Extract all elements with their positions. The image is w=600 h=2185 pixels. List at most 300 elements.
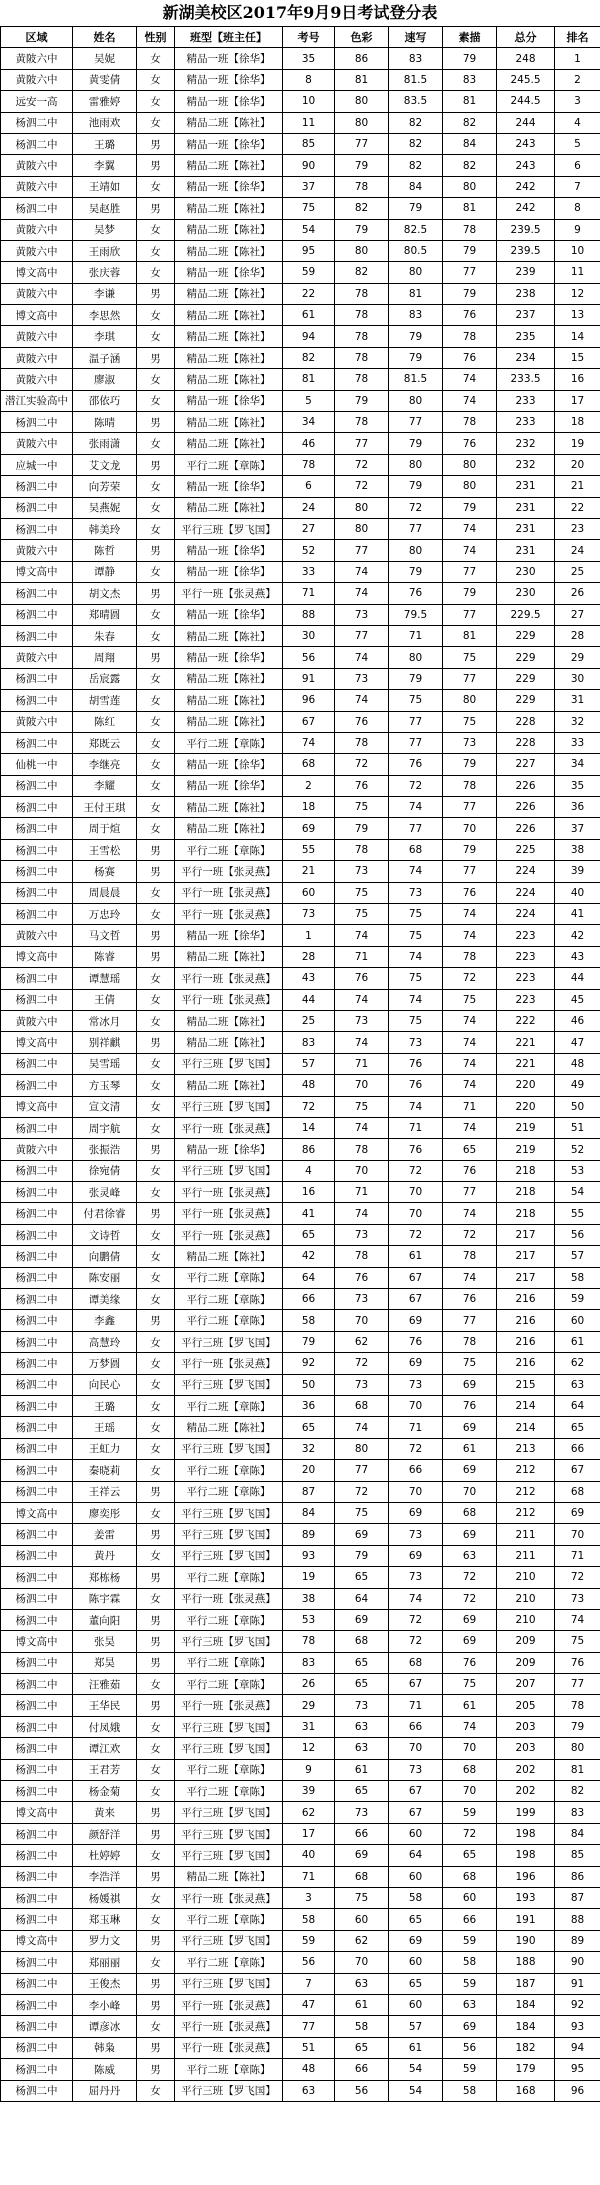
cell-gender: 女 bbox=[137, 2016, 175, 2037]
cell-exam-no: 25 bbox=[283, 1010, 335, 1031]
cell-rank: 55 bbox=[555, 1203, 600, 1224]
cell-class: 精品一班【徐华】 bbox=[175, 91, 283, 112]
cell-exam-no: 96 bbox=[283, 690, 335, 711]
cell-drawing: 63 bbox=[443, 1994, 497, 2015]
cell-rank: 83 bbox=[555, 1802, 600, 1823]
cell-name: 郑既云 bbox=[73, 732, 137, 753]
cell-exam-no: 4 bbox=[283, 1160, 335, 1181]
cell-class: 精品一班【徐华】 bbox=[175, 754, 283, 775]
cell-region: 杨泗二中 bbox=[1, 133, 73, 154]
cell-exam-no: 77 bbox=[283, 2016, 335, 2037]
cell-total: 213 bbox=[497, 1438, 555, 1459]
cell-region: 杨泗二中 bbox=[1, 1224, 73, 1245]
cell-gender: 女 bbox=[137, 305, 175, 326]
cell-total: 198 bbox=[497, 1845, 555, 1866]
cell-exam-no: 65 bbox=[283, 1417, 335, 1438]
cell-name: 李继亮 bbox=[73, 754, 137, 775]
cell-gender: 女 bbox=[137, 369, 175, 390]
cell-gender: 男 bbox=[137, 1609, 175, 1630]
cell-color: 74 bbox=[335, 690, 389, 711]
cell-total: 218 bbox=[497, 1203, 555, 1224]
cell-exam-no: 24 bbox=[283, 497, 335, 518]
cell-class: 平行三班【罗飞国】 bbox=[175, 1524, 283, 1545]
header-class: 班型【班主任】 bbox=[175, 27, 283, 48]
cell-region: 应城一中 bbox=[1, 454, 73, 475]
cell-class: 平行二班【章陈】 bbox=[175, 1460, 283, 1481]
cell-sketch: 66 bbox=[389, 1716, 443, 1737]
cell-region: 杨泗二中 bbox=[1, 775, 73, 796]
cell-exam-no: 38 bbox=[283, 1588, 335, 1609]
cell-drawing: 59 bbox=[443, 1973, 497, 1994]
header-sketch: 速写 bbox=[389, 27, 443, 48]
cell-name: 李思然 bbox=[73, 305, 137, 326]
cell-exam-no: 56 bbox=[283, 647, 335, 668]
cell-drawing: 76 bbox=[443, 1396, 497, 1417]
cell-sketch: 80 bbox=[389, 647, 443, 668]
cell-gender: 男 bbox=[137, 1567, 175, 1588]
cell-total: 216 bbox=[497, 1331, 555, 1352]
cell-class: 平行二班【章陈】 bbox=[175, 454, 283, 475]
cell-total: 231 bbox=[497, 476, 555, 497]
cell-color: 73 bbox=[335, 1010, 389, 1031]
cell-sketch: 79 bbox=[389, 561, 443, 582]
cell-class: 精品一班【徐华】 bbox=[175, 540, 283, 561]
cell-class: 平行一班【张灵燕】 bbox=[175, 904, 283, 925]
cell-sketch: 69 bbox=[389, 1930, 443, 1951]
cell-total: 216 bbox=[497, 1353, 555, 1374]
cell-exam-no: 27 bbox=[283, 518, 335, 539]
cell-rank: 96 bbox=[555, 2080, 600, 2101]
cell-total: 209 bbox=[497, 1631, 555, 1652]
cell-region: 杨泗二中 bbox=[1, 1075, 73, 1096]
cell-sketch: 69 bbox=[389, 1545, 443, 1566]
cell-exam-no: 55 bbox=[283, 839, 335, 860]
cell-drawing: 75 bbox=[443, 1674, 497, 1695]
cell-drawing: 81 bbox=[443, 91, 497, 112]
table-row bbox=[1, 1759, 600, 1780]
cell-total: 184 bbox=[497, 1994, 555, 2015]
cell-rank: 12 bbox=[555, 283, 600, 304]
cell-color: 80 bbox=[335, 240, 389, 261]
cell-drawing: 78 bbox=[443, 946, 497, 967]
cell-drawing: 65 bbox=[443, 1139, 497, 1160]
table-row bbox=[1, 946, 600, 967]
cell-color: 64 bbox=[335, 1588, 389, 1609]
cell-class: 精品二班【陈社】 bbox=[175, 1032, 283, 1053]
cell-total: 229 bbox=[497, 625, 555, 646]
cell-sketch: 71 bbox=[389, 1417, 443, 1438]
cell-drawing: 60 bbox=[443, 1887, 497, 1908]
cell-rank: 64 bbox=[555, 1396, 600, 1417]
cell-name: 万忠玲 bbox=[73, 904, 137, 925]
cell-gender: 男 bbox=[137, 1823, 175, 1844]
cell-class: 精品二班【陈社】 bbox=[175, 1866, 283, 1887]
cell-sketch: 74 bbox=[389, 989, 443, 1010]
cell-drawing: 70 bbox=[443, 818, 497, 839]
table-row bbox=[1, 1952, 600, 1973]
cell-exam-no: 88 bbox=[283, 604, 335, 625]
cell-rank: 47 bbox=[555, 1032, 600, 1053]
cell-exam-no: 21 bbox=[283, 861, 335, 882]
cell-rank: 95 bbox=[555, 2059, 600, 2080]
table-row bbox=[1, 1631, 600, 1652]
cell-name: 周晨晨 bbox=[73, 882, 137, 903]
cell-color: 74 bbox=[335, 989, 389, 1010]
table-row bbox=[1, 1674, 600, 1695]
table-row bbox=[1, 1139, 600, 1160]
cell-drawing: 69 bbox=[443, 1609, 497, 1630]
cell-drawing: 78 bbox=[443, 1331, 497, 1352]
cell-color: 74 bbox=[335, 1032, 389, 1053]
cell-color: 73 bbox=[335, 604, 389, 625]
cell-drawing: 65 bbox=[443, 1845, 497, 1866]
cell-sketch: 77 bbox=[389, 518, 443, 539]
cell-rank: 14 bbox=[555, 326, 600, 347]
table-row bbox=[1, 305, 600, 326]
table-row bbox=[1, 989, 600, 1010]
table-row bbox=[1, 1930, 600, 1951]
cell-region: 杨泗二中 bbox=[1, 1609, 73, 1630]
cell-total: 219 bbox=[497, 1139, 555, 1160]
cell-gender: 女 bbox=[137, 625, 175, 646]
cell-total: 223 bbox=[497, 968, 555, 989]
cell-class: 精品二班【陈社】 bbox=[175, 240, 283, 261]
cell-drawing: 76 bbox=[443, 433, 497, 454]
cell-total: 218 bbox=[497, 1160, 555, 1181]
cell-drawing: 78 bbox=[443, 1246, 497, 1267]
cell-sketch: 76 bbox=[389, 1075, 443, 1096]
cell-color: 65 bbox=[335, 1674, 389, 1695]
cell-rank: 76 bbox=[555, 1652, 600, 1673]
cell-rank: 61 bbox=[555, 1331, 600, 1352]
cell-sketch: 77 bbox=[389, 711, 443, 732]
cell-gender: 女 bbox=[137, 1887, 175, 1908]
cell-gender: 女 bbox=[137, 1460, 175, 1481]
table-row bbox=[1, 1246, 600, 1267]
cell-exam-no: 82 bbox=[283, 347, 335, 368]
cell-name: 廖奕彤 bbox=[73, 1502, 137, 1523]
cell-sketch: 60 bbox=[389, 1823, 443, 1844]
cell-sketch: 80 bbox=[389, 262, 443, 283]
cell-total: 229 bbox=[497, 668, 555, 689]
table-row bbox=[1, 347, 600, 368]
cell-rank: 18 bbox=[555, 412, 600, 433]
cell-sketch: 57 bbox=[389, 2016, 443, 2037]
cell-rank: 54 bbox=[555, 1182, 600, 1203]
cell-name: 郑昊 bbox=[73, 1652, 137, 1673]
cell-gender: 男 bbox=[137, 1866, 175, 1887]
cell-region: 黄陂六中 bbox=[1, 283, 73, 304]
cell-color: 77 bbox=[335, 540, 389, 561]
cell-region: 黄陂六中 bbox=[1, 326, 73, 347]
cell-color: 72 bbox=[335, 754, 389, 775]
cell-color: 69 bbox=[335, 1524, 389, 1545]
cell-color: 62 bbox=[335, 1930, 389, 1951]
cell-exam-no: 8 bbox=[283, 69, 335, 90]
table-row bbox=[1, 1417, 600, 1438]
cell-total: 220 bbox=[497, 1075, 555, 1096]
cell-sketch: 73 bbox=[389, 1032, 443, 1053]
cell-drawing: 80 bbox=[443, 476, 497, 497]
cell-class: 平行二班【章陈】 bbox=[175, 1310, 283, 1331]
table-row bbox=[1, 240, 600, 261]
cell-color: 75 bbox=[335, 1887, 389, 1908]
cell-exam-no: 36 bbox=[283, 1396, 335, 1417]
cell-class: 平行一班【张灵燕】 bbox=[175, 882, 283, 903]
cell-drawing: 68 bbox=[443, 1759, 497, 1780]
cell-gender: 男 bbox=[137, 133, 175, 154]
cell-rank: 70 bbox=[555, 1524, 600, 1545]
cell-region: 黄陂六中 bbox=[1, 1010, 73, 1031]
table-row bbox=[1, 861, 600, 882]
cell-class: 精品一班【徐华】 bbox=[175, 647, 283, 668]
cell-exam-no: 64 bbox=[283, 1267, 335, 1288]
cell-total: 239 bbox=[497, 262, 555, 283]
cell-total: 232 bbox=[497, 433, 555, 454]
table-row bbox=[1, 583, 600, 604]
cell-total: 242 bbox=[497, 176, 555, 197]
cell-class: 平行三班【罗飞国】 bbox=[175, 1930, 283, 1951]
cell-name: 王瑶 bbox=[73, 1417, 137, 1438]
cell-drawing: 72 bbox=[443, 1567, 497, 1588]
cell-region: 杨泗二中 bbox=[1, 668, 73, 689]
cell-total: 188 bbox=[497, 1952, 555, 1973]
cell-region: 黄陂六中 bbox=[1, 48, 73, 69]
cell-drawing: 78 bbox=[443, 326, 497, 347]
cell-total: 231 bbox=[497, 497, 555, 518]
cell-color: 78 bbox=[335, 1246, 389, 1267]
cell-exam-no: 11 bbox=[283, 112, 335, 133]
cell-rank: 81 bbox=[555, 1759, 600, 1780]
cell-class: 平行三班【罗飞国】 bbox=[175, 1438, 283, 1459]
cell-region: 潜江实验高中 bbox=[1, 390, 73, 411]
cell-color: 69 bbox=[335, 1609, 389, 1630]
table-row bbox=[1, 1075, 600, 1096]
cell-exam-no: 33 bbox=[283, 561, 335, 582]
cell-gender: 女 bbox=[137, 1117, 175, 1138]
cell-name: 文诗哲 bbox=[73, 1224, 137, 1245]
cell-color: 81 bbox=[335, 69, 389, 90]
cell-gender: 男 bbox=[137, 1481, 175, 1502]
cell-name: 艾文龙 bbox=[73, 454, 137, 475]
cell-class: 平行二班【章陈】 bbox=[175, 1952, 283, 1973]
cell-total: 210 bbox=[497, 1567, 555, 1588]
cell-drawing: 59 bbox=[443, 2059, 497, 2080]
cell-total: 212 bbox=[497, 1502, 555, 1523]
cell-name: 吴燕妮 bbox=[73, 497, 137, 518]
cell-name: 谭静 bbox=[73, 561, 137, 582]
cell-exam-no: 44 bbox=[283, 989, 335, 1010]
cell-class: 平行二班【章陈】 bbox=[175, 1567, 283, 1588]
cell-color: 82 bbox=[335, 262, 389, 283]
cell-exam-no: 65 bbox=[283, 1224, 335, 1245]
cell-sketch: 67 bbox=[389, 1674, 443, 1695]
cell-sketch: 75 bbox=[389, 1010, 443, 1031]
cell-rank: 73 bbox=[555, 1588, 600, 1609]
cell-drawing: 83 bbox=[443, 69, 497, 90]
cell-gender: 男 bbox=[137, 583, 175, 604]
header-gender: 性别 bbox=[137, 27, 175, 48]
cell-name: 杨赛 bbox=[73, 861, 137, 882]
cell-gender: 女 bbox=[137, 904, 175, 925]
cell-class: 平行一班【张灵燕】 bbox=[175, 968, 283, 989]
cell-total: 224 bbox=[497, 861, 555, 882]
cell-drawing: 70 bbox=[443, 1738, 497, 1759]
header-drawing: 素描 bbox=[443, 27, 497, 48]
cell-total: 191 bbox=[497, 1909, 555, 1930]
cell-rank: 60 bbox=[555, 1310, 600, 1331]
cell-class: 平行一班【张灵燕】 bbox=[175, 1588, 283, 1609]
cell-total: 242 bbox=[497, 198, 555, 219]
cell-exam-no: 48 bbox=[283, 2059, 335, 2080]
cell-drawing: 78 bbox=[443, 219, 497, 240]
table-row bbox=[1, 1802, 600, 1823]
cell-class: 精品二班【陈社】 bbox=[175, 797, 283, 818]
cell-rank: 57 bbox=[555, 1246, 600, 1267]
cell-region: 杨泗二中 bbox=[1, 1759, 73, 1780]
cell-class: 平行一班【张灵燕】 bbox=[175, 1994, 283, 2015]
cell-sketch: 67 bbox=[389, 1267, 443, 1288]
cell-region: 黄陂六中 bbox=[1, 155, 73, 176]
cell-color: 79 bbox=[335, 390, 389, 411]
cell-color: 76 bbox=[335, 1267, 389, 1288]
cell-name: 方玉琴 bbox=[73, 1075, 137, 1096]
cell-class: 平行三班【罗飞国】 bbox=[175, 1096, 283, 1117]
cell-color: 80 bbox=[335, 1438, 389, 1459]
cell-sketch: 70 bbox=[389, 1396, 443, 1417]
cell-rank: 72 bbox=[555, 1567, 600, 1588]
cell-rank: 34 bbox=[555, 754, 600, 775]
cell-color: 78 bbox=[335, 412, 389, 433]
cell-drawing: 79 bbox=[443, 583, 497, 604]
cell-gender: 男 bbox=[137, 283, 175, 304]
table-row bbox=[1, 818, 600, 839]
cell-sketch: 61 bbox=[389, 2037, 443, 2058]
cell-exam-no: 41 bbox=[283, 1203, 335, 1224]
cell-drawing: 74 bbox=[443, 1010, 497, 1031]
table-row bbox=[1, 1117, 600, 1138]
cell-exam-no: 58 bbox=[283, 1909, 335, 1930]
cell-name: 郑栋杨 bbox=[73, 1567, 137, 1588]
table-row bbox=[1, 326, 600, 347]
cell-sketch: 60 bbox=[389, 1866, 443, 1887]
cell-name: 宣文清 bbox=[73, 1096, 137, 1117]
cell-total: 245.5 bbox=[497, 69, 555, 90]
table-row bbox=[1, 262, 600, 283]
cell-region: 博文高中 bbox=[1, 305, 73, 326]
cell-sketch: 70 bbox=[389, 1481, 443, 1502]
cell-color: 76 bbox=[335, 775, 389, 796]
cell-rank: 30 bbox=[555, 668, 600, 689]
cell-sketch: 74 bbox=[389, 797, 443, 818]
cell-name: 池雨欢 bbox=[73, 112, 137, 133]
cell-name: 郑玉琳 bbox=[73, 1909, 137, 1930]
cell-gender: 女 bbox=[137, 1160, 175, 1181]
cell-exam-no: 67 bbox=[283, 711, 335, 732]
cell-rank: 69 bbox=[555, 1502, 600, 1523]
cell-exam-no: 40 bbox=[283, 1845, 335, 1866]
cell-exam-no: 3 bbox=[283, 1887, 335, 1908]
table-row bbox=[1, 1845, 600, 1866]
cell-rank: 88 bbox=[555, 1909, 600, 1930]
cell-gender: 女 bbox=[137, 1075, 175, 1096]
cell-total: 202 bbox=[497, 1759, 555, 1780]
cell-name: 王璐 bbox=[73, 1396, 137, 1417]
cell-drawing: 82 bbox=[443, 112, 497, 133]
table-row bbox=[1, 1609, 600, 1630]
cell-exam-no: 32 bbox=[283, 1438, 335, 1459]
cell-total: 233.5 bbox=[497, 369, 555, 390]
cell-color: 69 bbox=[335, 1845, 389, 1866]
cell-total: 239.5 bbox=[497, 219, 555, 240]
cell-region: 杨泗二中 bbox=[1, 839, 73, 860]
cell-sketch: 60 bbox=[389, 1952, 443, 1973]
cell-color: 68 bbox=[335, 1866, 389, 1887]
cell-name: 温子涵 bbox=[73, 347, 137, 368]
cell-region: 杨泗二中 bbox=[1, 1053, 73, 1074]
cell-sketch: 79 bbox=[389, 326, 443, 347]
cell-rank: 63 bbox=[555, 1374, 600, 1395]
cell-region: 远安一高 bbox=[1, 91, 73, 112]
page-title: 新湖美校区2017年9月9日考试登分表 bbox=[162, 3, 438, 22]
cell-drawing: 80 bbox=[443, 176, 497, 197]
cell-color: 65 bbox=[335, 1781, 389, 1802]
cell-name: 李翼 bbox=[73, 155, 137, 176]
cell-color: 78 bbox=[335, 305, 389, 326]
table-row bbox=[1, 518, 600, 539]
cell-class: 精品二班【陈社】 bbox=[175, 818, 283, 839]
cell-rank: 41 bbox=[555, 904, 600, 925]
cell-gender: 女 bbox=[137, 262, 175, 283]
cell-drawing: 58 bbox=[443, 2080, 497, 2101]
cell-total: 235 bbox=[497, 326, 555, 347]
cell-name: 周宇航 bbox=[73, 1117, 137, 1138]
cell-gender: 男 bbox=[137, 1032, 175, 1053]
cell-region: 杨泗二中 bbox=[1, 518, 73, 539]
cell-region: 杨泗二中 bbox=[1, 1994, 73, 2015]
cell-class: 精品一班【徐华】 bbox=[175, 390, 283, 411]
cell-color: 71 bbox=[335, 946, 389, 967]
cell-color: 77 bbox=[335, 625, 389, 646]
cell-class: 平行二班【章陈】 bbox=[175, 1652, 283, 1673]
cell-sketch: 83.5 bbox=[389, 91, 443, 112]
cell-class: 精品二班【陈社】 bbox=[175, 412, 283, 433]
cell-color: 76 bbox=[335, 968, 389, 989]
cell-sketch: 67 bbox=[389, 1802, 443, 1823]
cell-rank: 27 bbox=[555, 604, 600, 625]
cell-region: 杨泗二中 bbox=[1, 2037, 73, 2058]
cell-sketch: 82.5 bbox=[389, 219, 443, 240]
cell-drawing: 72 bbox=[443, 1588, 497, 1609]
cell-color: 74 bbox=[335, 647, 389, 668]
cell-exam-no: 14 bbox=[283, 1117, 335, 1138]
cell-drawing: 74 bbox=[443, 540, 497, 561]
cell-name: 常冰月 bbox=[73, 1010, 137, 1031]
cell-rank: 71 bbox=[555, 1545, 600, 1566]
cell-total: 203 bbox=[497, 1716, 555, 1737]
cell-drawing: 77 bbox=[443, 604, 497, 625]
cell-region: 黄陂六中 bbox=[1, 540, 73, 561]
cell-gender: 女 bbox=[137, 754, 175, 775]
cell-drawing: 76 bbox=[443, 882, 497, 903]
cell-name: 陈威 bbox=[73, 2059, 137, 2080]
cell-drawing: 69 bbox=[443, 1524, 497, 1545]
cell-exam-no: 2 bbox=[283, 775, 335, 796]
cell-gender: 男 bbox=[137, 1139, 175, 1160]
cell-gender: 男 bbox=[137, 839, 175, 860]
cell-drawing: 74 bbox=[443, 1203, 497, 1224]
cell-color: 78 bbox=[335, 1139, 389, 1160]
